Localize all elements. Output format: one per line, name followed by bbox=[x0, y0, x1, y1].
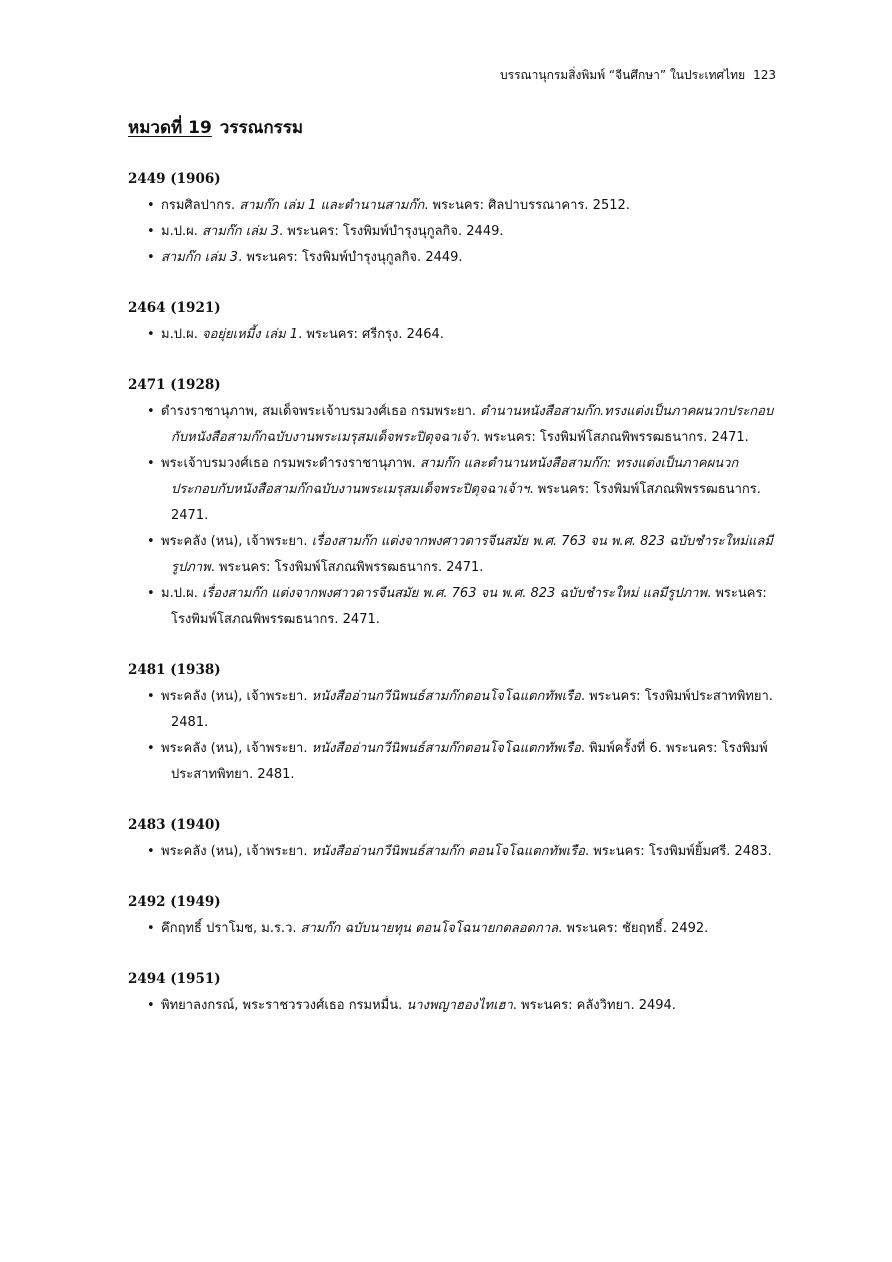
year-heading: 2464 (1921) bbox=[128, 300, 221, 316]
entry-author: พระคลัง (หน), เจ้าพระยา. bbox=[161, 741, 312, 756]
bullet-icon: • bbox=[147, 250, 155, 265]
entry-author: ม.ป.ผ. bbox=[161, 586, 202, 601]
year-heading: 2481 (1938) bbox=[128, 662, 221, 678]
entry-publication: . พระนคร: ศรีกรุง. 2464. bbox=[298, 327, 444, 342]
bibliography-entry bbox=[128, 581, 780, 633]
entry-title: เรื่องสามก๊ก แต่งจากพงศาวดารจีนสมัย พ.ศ. 763 จน พ.ศ. 823 ฉบับชำระใหม่ แลมีรูปภาพ bbox=[201, 586, 708, 601]
bullet-icon: • bbox=[147, 998, 155, 1013]
entry-title: นางพญาฮองไทเฮา bbox=[406, 998, 513, 1013]
year-section bbox=[128, 168, 780, 271]
bibliography-entry bbox=[128, 736, 780, 788]
entry-author: ม.ป.ผ. bbox=[161, 224, 202, 239]
bibliography-entry bbox=[128, 993, 780, 1019]
bibliography-entry bbox=[128, 193, 780, 219]
year-heading: 2483 (1940) bbox=[128, 817, 221, 833]
entry-publication: . พระนคร: โรงพิมพ์โสภณพิพรรฒธนากร. 2471. bbox=[476, 430, 749, 445]
bibliography-entry bbox=[128, 451, 780, 529]
entry-publication: . พระนคร: โรงพิมพ์บำรุงนุกูลกิจ. 2449. bbox=[238, 250, 463, 265]
bibliography-entry bbox=[128, 684, 780, 736]
entry-publication: . พระนคร: โรงพิมพ์โสภณพิพรรฒธนากร. 2471. bbox=[171, 586, 767, 627]
running-header bbox=[500, 66, 777, 84]
bullet-icon: • bbox=[147, 456, 155, 471]
entry-title: ตำนานหนังสือสามก๊ก.ทรงแต่งเป็นภาคผนวกประกอบกับหนังสือสามก๊กฉบับงานพระเมรุสมเด็จพระปิตุจฉาเจ้า bbox=[171, 404, 774, 445]
entry-list bbox=[128, 322, 780, 348]
entry-author: คึกฤทธิ์ ปราโมช, ม.ร.ว. bbox=[161, 921, 301, 936]
entry-title: สามก๊ก เล่ม 3 bbox=[161, 250, 239, 265]
entry-title: สามก๊ก เล่ม 1 และตำนานสามก๊ก bbox=[239, 198, 425, 213]
entry-author: พระเจ้าบรมวงศ์เธอ กรมพระดำรงราชานุภาพ. bbox=[161, 456, 420, 471]
entry-publication: . พิมพ์ครั้งที่ 6. พระนคร: โรงพิมพ์ประสาทพิทยา. 2481. bbox=[171, 741, 768, 782]
bullet-icon: • bbox=[147, 844, 155, 859]
bibliography-entry bbox=[128, 322, 780, 348]
entry-author: ม.ป.ผ. bbox=[161, 327, 202, 342]
entry-publication: . พระนคร: โรงพิมพ์บำรุงนุกูลกิจ. 2449. bbox=[279, 224, 504, 239]
entry-publication: . พระนคร: โรงพิมพ์ประสาทพิทยา. 2481. bbox=[171, 689, 773, 730]
bibliography-entry bbox=[128, 399, 780, 451]
year-heading: 2494 (1951) bbox=[128, 971, 221, 987]
entry-title: เรื่องสามก๊ก แต่งจากพงศาวดารจีนสมัย พ.ศ. 763 จน พ.ศ. 823 ฉบับชำระใหม่แลมีรูปภาพ bbox=[171, 534, 773, 575]
running-title: บรรณานุกรมสิ่งพิมพ์ “จีนศึกษา” ในประเทศไทย bbox=[500, 68, 746, 82]
entry-publication: . พระนคร: โรงพิมพ์โสภณพิพรรฒธนากร. 2471. bbox=[210, 560, 484, 575]
bibliography-entry bbox=[128, 245, 780, 271]
bullet-icon: • bbox=[147, 404, 155, 419]
entry-list bbox=[128, 916, 780, 942]
year-section bbox=[128, 814, 780, 865]
bullet-icon: • bbox=[147, 327, 155, 342]
bullet-icon: • bbox=[147, 921, 155, 936]
year-section bbox=[128, 374, 780, 633]
bibliography-entry bbox=[128, 839, 780, 865]
year-heading: 2449 (1906) bbox=[128, 171, 221, 187]
chapter-title bbox=[128, 114, 303, 141]
entry-list bbox=[128, 993, 780, 1019]
entry-title: จอยุ่ยเหมี้ง เล่ม 1 bbox=[201, 327, 299, 342]
bullet-icon: • bbox=[147, 224, 155, 239]
bullet-icon: • bbox=[147, 534, 155, 549]
bullet-icon: • bbox=[147, 689, 155, 704]
chapter-label: หมวดที่ 19 bbox=[128, 118, 212, 138]
entry-publication: . พระนคร: ศิลปาบรรณาคาร. 2512. bbox=[424, 198, 630, 213]
entry-author: ดำรงราชานุภาพ, สมเด็จพระเจ้าบรมวงศ์เธอ กรมพระยา. bbox=[161, 404, 481, 419]
year-section bbox=[128, 891, 780, 942]
entry-title: สามก๊ก ฉบับนายทุน ตอนโจโฉนายกตลอดกาล bbox=[300, 921, 559, 936]
year-heading: 2492 (1949) bbox=[128, 894, 221, 910]
entry-author: พิทยาลงกรณ์, พระราชวรวงศ์เธอ กรมหมื่น. bbox=[161, 998, 407, 1013]
year-section bbox=[128, 968, 780, 1019]
year-section bbox=[128, 297, 780, 348]
bibliography-content bbox=[128, 168, 780, 1045]
bullet-icon: • bbox=[147, 586, 155, 601]
chapter-name: วรรณกรรม bbox=[219, 118, 304, 138]
entry-publication: . พระนคร: โรงพิมพ์โสภณพิพรรฒธนากร. 2471. bbox=[171, 482, 761, 523]
entry-author: พระคลัง (หน), เจ้าพระยา. bbox=[161, 689, 312, 704]
year-section bbox=[128, 659, 780, 788]
entry-title: หนังสืออ่านกวีนิพนธ์สามก๊กตอนโจโฉแตกทัพเรือ bbox=[311, 689, 581, 704]
bibliography-entry bbox=[128, 219, 780, 245]
entry-author: กรมศิลปากร. bbox=[161, 198, 240, 213]
entry-list bbox=[128, 193, 780, 271]
entry-publication: . พระนคร: คลังวิทยา. 2494. bbox=[512, 998, 676, 1013]
entry-title: หนังสืออ่านกวีนิพนธ์สามก๊ก ตอนโจโฉแตกทัพเรือ bbox=[311, 844, 585, 859]
bibliography-entry bbox=[128, 529, 780, 581]
entry-list bbox=[128, 684, 780, 788]
entry-title: หนังสืออ่านกวีนิพนธ์สามก๊กตอนโจโฉแตกทัพเรือ bbox=[311, 741, 581, 756]
page-number: 123 bbox=[753, 68, 777, 82]
entry-title: สามก๊ก เล่ม 3 bbox=[201, 224, 280, 239]
bullet-icon: • bbox=[147, 741, 155, 756]
entry-author: พระคลัง (หน), เจ้าพระยา. bbox=[161, 844, 312, 859]
bibliography-entry bbox=[128, 916, 780, 942]
entry-publication: . พระนคร: ชัยฤทธิ์. 2492. bbox=[558, 921, 709, 936]
entry-author: พระคลัง (หน), เจ้าพระยา. bbox=[161, 534, 312, 549]
entry-title: สามก๊ก และตำนานหนังสือสามก๊ก: ทรงแต่งเป็นภาคผนวกประกอบกับหนังสือสามก๊กฉบับงานพระเมรุสมเด็จพระปิตุจฉาเจ้าฯ bbox=[171, 456, 739, 497]
bullet-icon: • bbox=[147, 198, 155, 213]
year-heading: 2471 (1928) bbox=[128, 377, 221, 393]
entry-list bbox=[128, 399, 780, 633]
entry-list bbox=[128, 839, 780, 865]
entry-publication: . พระนคร: โรงพิมพ์ยิ้มศรี. 2483. bbox=[584, 844, 772, 859]
